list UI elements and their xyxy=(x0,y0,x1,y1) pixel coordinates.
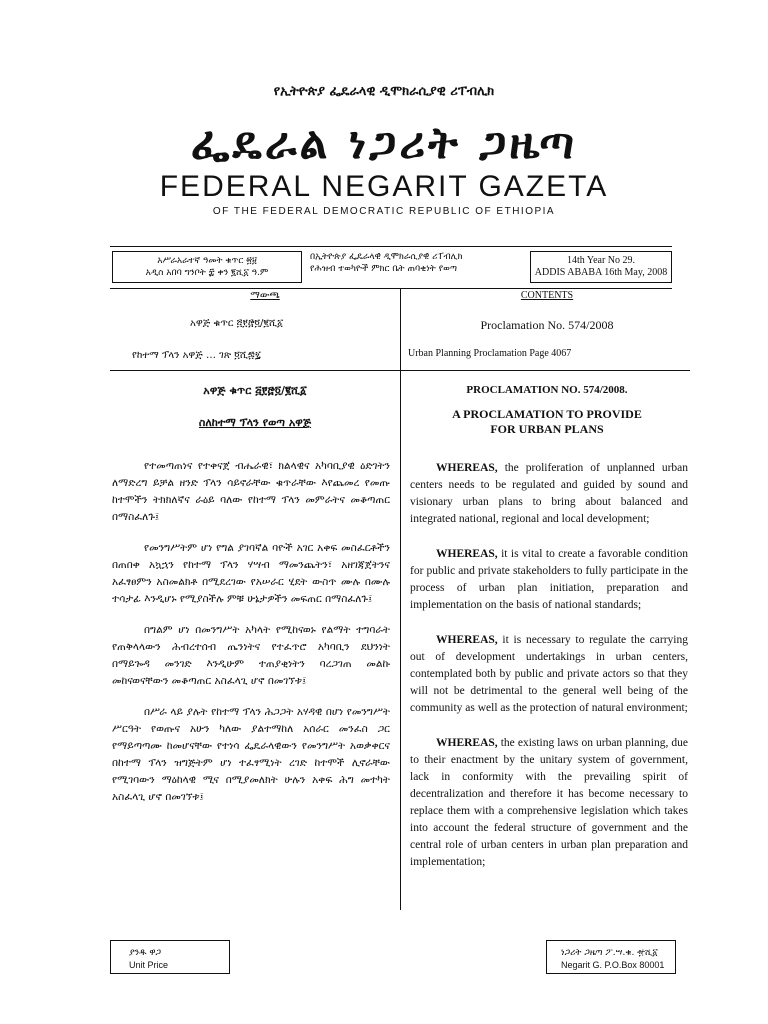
amharic-paragraph: የመንግሥትም ሆነ የግል ያገባኛል ባዮች አገር አቀፍ መስፈርቶችን በጠበቀ አኳኋን የከተማ ፕላን ሃሣብ ማመንጨትን፣ አዘገጃጀትንና አፈፃፀምን አስመልክቶ በሚደረገው የአሠራር ሂደት ውስጥ ሙሉ በሙሉ ተሳታፊ እንዲሆኑ የሚያስችሉ ምቹ ሁኔታዎችን መፍጠር በማስፈለጉ፤ xyxy=(112,542,390,605)
english-title-line2: FOR URBAN PLANS xyxy=(490,422,604,436)
amharic-proclamation-title: ስለከተማ ፕላን የወጣ አዋጅ xyxy=(198,416,312,429)
issue-english-line2: ADDIS ABABA 16th May, 2008 xyxy=(534,267,668,278)
amharic-gazette-title: ፌዴራል ነጋሪት ጋዜጣ xyxy=(190,118,578,169)
english-preamble xyxy=(410,460,688,885)
publisher-note-line2: የሕዝብ ተወካዮች ምክር ቤት ጠባቂነት የወጣ xyxy=(310,264,457,274)
toc-amharic-item1: አዋጅ ቁጥር ፭፻፸፬/፪ሺ፩ xyxy=(190,318,284,329)
po-box-amharic: ነጋሪት ጋዜጣ ፖ.ሣ.ቁ. ፹ሺ፩ xyxy=(561,948,658,958)
amharic-proclamation-number: አዋጅ ቁጥር ፭፻፸፬/፪ሺ፩ xyxy=(203,384,307,397)
issue-amharic-line2: አዲስ አበባ ግንቦት ፰ ቀን ፪ሺ፩ ዓ.ም xyxy=(145,268,269,278)
issue-english-line1: 14th Year No 29. xyxy=(566,255,636,266)
amharic-preamble xyxy=(112,458,390,820)
english-paragraph-text: it is vital to create a favorable condition for public and private stakeholders to fully participate in the process of urban plan initiation, preparation and implementation on the basis of national standards; xyxy=(410,548,688,611)
whereas-label: WHEREAS, xyxy=(436,462,498,474)
english-gazette-subtitle: OF THE FEDERAL DEMOCRATIC REPUBLIC OF ETHIOPIA xyxy=(212,206,556,217)
publisher-note xyxy=(310,251,530,275)
issue-box-english xyxy=(530,251,672,283)
column-divider xyxy=(400,288,401,910)
english-paragraph xyxy=(410,632,688,717)
contents-heading-amharic: ማውጫ xyxy=(250,290,280,301)
english-paragraph xyxy=(410,460,688,528)
toc-english-item2: Urban Planning Proclamation Page 4067 xyxy=(408,348,572,359)
contents-heading-english: CONTENTS xyxy=(520,290,574,301)
amharic-paragraph: በግልም ሆነ በመንግሥት አካላት የሚከናወኑ የልማት ተግባራት የጠቅላላውን ሕብረተሰብ ጤንነትና የተፈጥሮ አካባቢን ደህንነት በማይጐዳ መንገድ እንዲሁም ተጠያቂነትን ባረጋገጠ መልኩ መከናወናቸውን መቆጣጠር አስፈላጊ ሆኖ በመገኘቱ፤ xyxy=(112,624,390,687)
amharic-paragraph: በሥራ ላይ ያሉት የከተማ ፕላን ሕጋጋት አሃዳዊ በሆነ የመንግሥት ሥርዓት የወጡና አሁን ካለው ያልተማከለ አሰራር መንፈስ ጋር የማይጣጣሙ ከመሆናቸው የተነሳ ፌዴራላዊውን የመንግሥት አወቃቀርና በከተማ ፕላን ዝግጅትም ሆነ ተፈፃሚነት ረገድ ከተሞች ሊኖራቸው የሚገባውን ማዕከላዊ ሚና በሚያመለክት ሁሉን አቀፍ ሕግ መተካት አስፈላጊ ሆኖ በመገኘቱ፤ xyxy=(112,706,390,803)
header-rule-bottom xyxy=(110,288,672,289)
english-gazette-title: FEDERAL NEGARIT GAZETA xyxy=(159,170,609,203)
english-proclamation-title xyxy=(402,407,692,437)
english-title-line1: A PROCLAMATION TO PROVIDE xyxy=(452,407,642,421)
unit-price-english: Unit Price xyxy=(129,960,169,970)
english-proclamation-number: PROCLAMATION NO. 574/2008. xyxy=(466,384,628,396)
issue-amharic-line1: አሥራአራተኛ ዓመት ቁጥር ፳፱ xyxy=(157,256,257,266)
toc-english-item1: Proclamation No. 574/2008 xyxy=(480,318,614,332)
english-paragraph xyxy=(410,735,688,871)
amharic-republic-name: የኢትዮጵያ ፌዴራላዊ ዲሞክራሲያዊ ሪፐብሊክ xyxy=(273,84,495,99)
header-rule-top xyxy=(110,246,672,247)
english-paragraph-text: it is necessary to regulate the carrying out of development undertakings in urban centers, contemplated both by public and private actors so that they will not be detrimental to the general well being of the community as well as the protection of natural environment; xyxy=(410,634,688,714)
toc-amharic-item2: የከተማ ፕላን አዋጅ … ገጽ ፬ሺ፷፯ xyxy=(132,350,261,361)
english-paragraph xyxy=(410,546,688,614)
po-box-box xyxy=(546,940,676,974)
whereas-label: WHEREAS, xyxy=(436,548,498,560)
unit-price-box xyxy=(110,940,230,974)
unit-price-amharic: ያንዱ ዋጋ xyxy=(129,948,162,958)
po-box-english: Negarit G. P.O.Box 80001 xyxy=(561,960,665,970)
amharic-paragraph: የተመጣጠነና የተቀናጀ ብሔራዊ፣ ክልላዊና አካባቢያዊ ዕድገትን ለማድረግ ይቻል ዘንድ ፕላን ሳይኖራቸው ቁጥራቸው እየጨመረ የመጡ ከተሞችን ትክክለኛና ራዕይ ባለው የከተማ ፕላን መምራትና መቆጣጠር በማስፈለጉ፤ xyxy=(112,460,390,523)
issue-box-amharic xyxy=(112,251,302,283)
publisher-note-line1: በኢትዮጵያ ፌዴራላዊ ዲሞክራሲያዊ ሪፐብሊክ xyxy=(310,252,463,262)
english-paragraph-text: the existing laws on urban planning, due to their enactment by the unitary system of government, lack in conformity with the prevailing spirit of decentralization and therefore it has become necessary to replace them with a comprehensive legislation which takes into account the federal structure of government and the central role of urban centers in urban plan preparation and implementation; xyxy=(410,737,689,868)
whereas-label: WHEREAS, xyxy=(436,737,498,749)
english-paragraph-text: the proliferation of unplanned urban centers needs to be regulated and guided by sound and visionary urban plans to bring about balanced and integrated national, regional and local development; xyxy=(410,462,688,525)
whereas-label: WHEREAS, xyxy=(436,634,498,646)
